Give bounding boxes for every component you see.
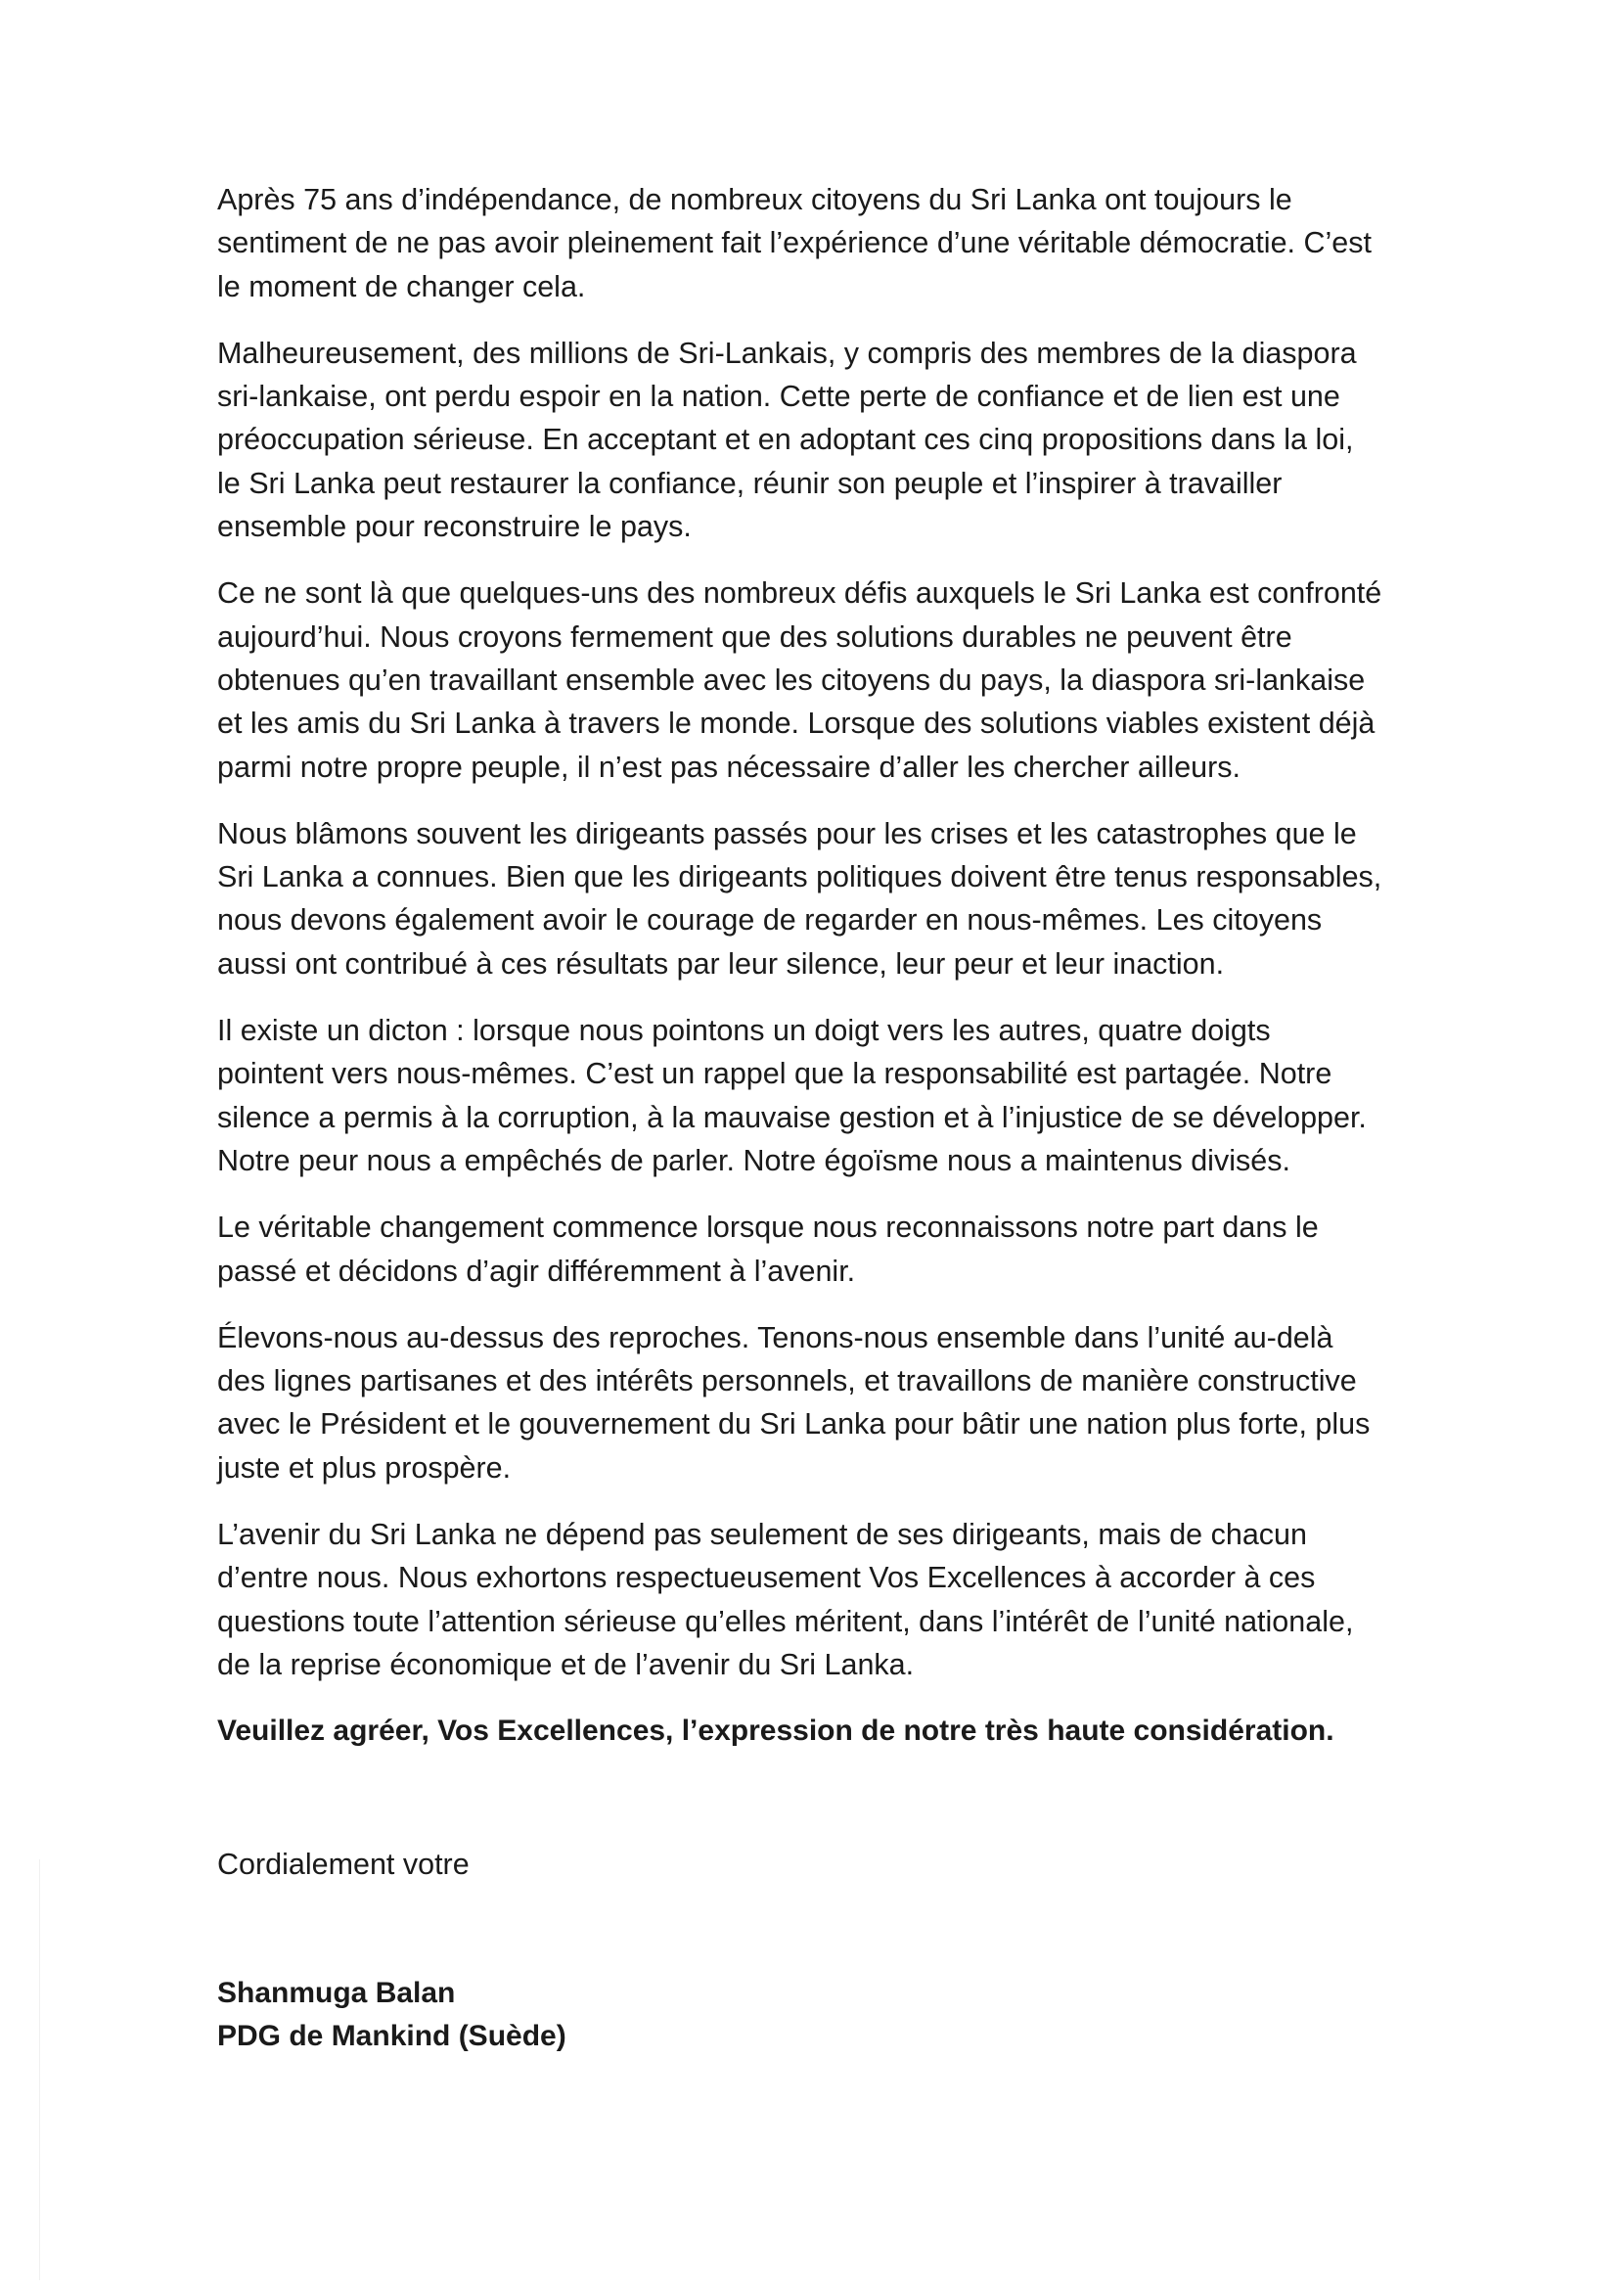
text-line: Sri Lanka a connues. Bien que les dirigeants politiques doivent être tenus responsables,	[217, 860, 1382, 894]
text-line: questions toute l’attention sérieuse qu’elles méritent, dans l’intérêt de l’unité nationale,	[217, 1604, 1354, 1638]
closing-formula: Veuillez agréer, Vos Excellences, l’expression de notre très haute considération.	[217, 1715, 1334, 1748]
text-line: Il existe un dicton : lorsque nous pointons un doigt vers les autres, quatre doigts	[217, 1014, 1271, 1048]
text-line: le moment de changer cela.	[217, 269, 586, 303]
paragraph-3	[217, 572, 1509, 788]
text-line: et les amis du Sri Lanka à travers le monde. Lorsque des solutions viables existent déjà	[217, 707, 1376, 741]
text-line: juste et plus prospère.	[217, 1450, 512, 1485]
paragraph-5	[217, 1009, 1509, 1182]
signatory-title: PDG de Mankind (Suède)	[217, 2020, 566, 2053]
text-line: préoccupation sérieuse. En acceptant et en adoptant ces cinq propositions dans la loi,	[217, 423, 1354, 457]
paragraph-1	[217, 178, 1509, 308]
text-line: Élevons-nous au-dessus des reproches. Tenons-nous ensemble dans l’unité au-delà	[217, 1320, 1333, 1354]
text-line: des lignes partisanes et des intérêts personnels, et travaillons de manière constructive	[217, 1364, 1357, 1398]
text-line: Le véritable changement commence lorsque nous reconnaissons notre part dans le	[217, 1211, 1319, 1245]
text-line: Ce ne sont là que quelques-uns des nombreux défis auxquels le Sri Lanka est confronté	[217, 576, 1382, 611]
text-line: obtenues qu’en travaillant ensemble avec les citoyens du pays, la diaspora sri-lankaise	[217, 663, 1366, 697]
text-line: Après 75 ans d’indépendance, de nombreux citoyens du Sri Lanka ont toujours le	[217, 183, 1292, 216]
signature-block	[217, 1972, 1509, 2058]
text-line: d’entre nous. Nous exhortons respectueusement Vos Excellences à accorder à ces	[217, 1561, 1316, 1595]
text-line: aujourd’hui. Nous croyons fermement que des solutions durables ne peuvent être	[217, 619, 1292, 654]
text-line: avec le Président et le gouvernement du Sri Lanka pour bâtir une nation plus forte, plus	[217, 1407, 1371, 1441]
text-line: aussi ont contribué à ces résultats par leur silence, leur peur et leur inaction.	[217, 946, 1225, 981]
text-line: Malheureusement, des millions de Sri-Lankais, y compris des membres de la diaspora	[217, 336, 1357, 370]
text-line: silence a permis à la corruption, à la mauvaise gestion et à l’injustice de se développer.	[217, 1100, 1367, 1134]
salutation: Cordialement votre	[217, 1848, 470, 1882]
text-line: de la reprise économique et de l’avenir du Sri Lanka.	[217, 1647, 915, 1681]
text-line: le Sri Lanka peut restaurer la confiance, réunir son peuple et l’inspirer à travailler	[217, 466, 1283, 500]
paragraph-8	[217, 1513, 1509, 1686]
paragraph-2	[217, 332, 1509, 548]
text-line: passé et décidons d’agir différemment à l’avenir.	[217, 1254, 856, 1288]
paragraph-4	[217, 812, 1509, 985]
text-line: pointent vers nous-mêmes. C’est un rappel que la responsabilité est partagée. Notre	[217, 1057, 1332, 1091]
signatory-name: Shanmuga Balan	[217, 1977, 456, 2010]
text-line: Nous blâmons souvent les dirigeants passés pour les crises et les catastrophes que le	[217, 816, 1357, 850]
text-line: ensemble pour reconstruire le pays.	[217, 510, 692, 544]
letter-body	[217, 178, 1509, 2058]
text-line: sri-lankaise, ont perdu espoir en la nation. Cette perte de confiance et de lien est une	[217, 380, 1340, 414]
text-line: Notre peur nous a empêchés de parler. Notre égoïsme nous a maintenus divisés.	[217, 1143, 1290, 1177]
text-line: nous devons également avoir le courage de regarder en nous-mêmes. Les citoyens	[217, 903, 1323, 938]
text-line: L’avenir du Sri Lanka ne dépend pas seulement de ses dirigeants, mais de chacun	[217, 1518, 1307, 1552]
paragraph-7	[217, 1316, 1509, 1489]
text-line: parmi notre propre peuple, il n’est pas nécessaire d’aller les chercher ailleurs.	[217, 750, 1241, 784]
text-line: sentiment de ne pas avoir pleinement fait l’expérience d’une véritable démocratie. C’est	[217, 226, 1372, 260]
scan-artifact-line	[39, 1859, 40, 2280]
paragraph-6	[217, 1206, 1509, 1293]
